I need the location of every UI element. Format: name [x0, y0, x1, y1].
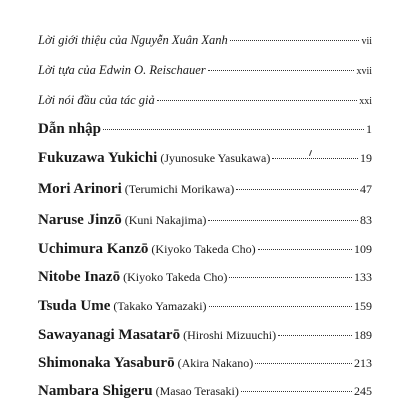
dot-leader	[258, 249, 352, 250]
dot-leader	[241, 391, 352, 392]
toc-entry-page: xvii	[356, 66, 372, 77]
toc-entry-page: xxi	[359, 96, 372, 107]
dot-leader	[209, 306, 352, 307]
toc-entry-title: Lời giới thiệu của Nguyễn Xuân Xanh	[38, 33, 228, 47]
chapter-author: (Kuni Nakajima)	[124, 213, 207, 227]
chapter-subject: Nambara Shigeru	[38, 383, 153, 399]
chapter-subject: Fukuzawa Yukichi	[38, 150, 158, 166]
toc-entry-chapter[interactable]	[38, 326, 372, 344]
toc-entry-title	[38, 297, 207, 315]
chapter-author: (Jyunosuke Yasukawa)	[160, 151, 271, 165]
dot-leader	[208, 220, 358, 221]
toc-entry-foreword[interactable]	[38, 63, 372, 78]
dot-leader	[103, 129, 364, 130]
chapter-author: (Akira Nakano)	[177, 356, 254, 370]
chapter-subject: Shimonaka Yasaburō	[38, 355, 175, 371]
toc-entry-chapter[interactable]	[38, 211, 372, 229]
toc-entry-chapter[interactable]	[38, 240, 372, 258]
toc-entry-page: 189	[354, 328, 372, 342]
toc-entry-chapter[interactable]	[38, 149, 372, 167]
toc-entry-title	[38, 149, 270, 167]
dot-leader	[278, 335, 352, 336]
dot-leader	[272, 158, 358, 159]
chapter-author: (Kiyoko Takeda Cho)	[123, 270, 228, 284]
toc-entry-page: 19	[360, 151, 372, 165]
dot-leader	[255, 363, 352, 364]
dot-leader	[230, 40, 360, 41]
toc-entry-title	[38, 240, 256, 258]
toc-entry-title	[38, 180, 234, 198]
toc-entry-chapter[interactable]	[38, 382, 372, 400]
toc-entry-page: 133	[354, 270, 372, 284]
toc-entry-page: 1	[366, 122, 372, 136]
toc-entry-page: vii	[361, 36, 372, 47]
toc-entry-page: 83	[360, 213, 372, 227]
toc-entry-chapter[interactable]	[38, 354, 372, 372]
toc-entry-title	[38, 268, 227, 286]
toc-entry-page: 109	[354, 242, 372, 256]
toc-entry-chapter[interactable]	[38, 297, 372, 315]
dot-leader	[229, 277, 352, 278]
toc-entry-chapter[interactable]	[38, 180, 372, 198]
toc-entry-introduction-note[interactable]	[38, 33, 372, 48]
chapter-author: (Terumichi Morikawa)	[124, 182, 235, 196]
toc-entry-page: 159	[354, 299, 372, 313]
chapter-subject: Uchimura Kanzō	[38, 241, 149, 257]
toc-entry-title	[38, 354, 253, 372]
chapter-subject: Tsuda Ume	[38, 298, 111, 314]
toc-entry-title	[38, 326, 276, 344]
dot-leader	[157, 100, 357, 101]
chapter-subject: Nitobe Inazō	[38, 269, 121, 285]
chapter-author: (Hiroshi Mizuuchi)	[183, 328, 277, 342]
dot-leader	[208, 70, 355, 71]
toc-entry-title	[38, 211, 206, 229]
toc-entry-page: 47	[360, 182, 372, 196]
toc-entry-intro[interactable]	[38, 121, 372, 138]
dot-leader	[236, 189, 358, 190]
toc-entry-page: 213	[354, 356, 372, 370]
toc-entry-title: Dẫn nhập	[38, 121, 101, 137]
toc-entry-page: 245	[354, 384, 372, 398]
chapter-author: (Takako Yamazaki)	[113, 299, 207, 313]
toc-entry-chapter[interactable]	[38, 268, 372, 286]
chapter-author: (Masao Terasaki)	[155, 384, 239, 398]
toc-entry-preface[interactable]	[38, 93, 372, 108]
toc-entry-title	[38, 382, 239, 400]
chapter-subject: Sawayanagi Masatarō	[38, 327, 181, 343]
chapter-subject: Mori Arinori	[38, 181, 122, 197]
chapter-subject: Naruse Jinzō	[38, 212, 122, 228]
toc-entry-title: Lời tựa của Edwin O. Reischauer	[38, 63, 206, 77]
toc-entry-title: Lời nói đầu của tác giả	[38, 93, 155, 107]
chapter-author: (Kiyoko Takeda Cho)	[151, 242, 256, 256]
